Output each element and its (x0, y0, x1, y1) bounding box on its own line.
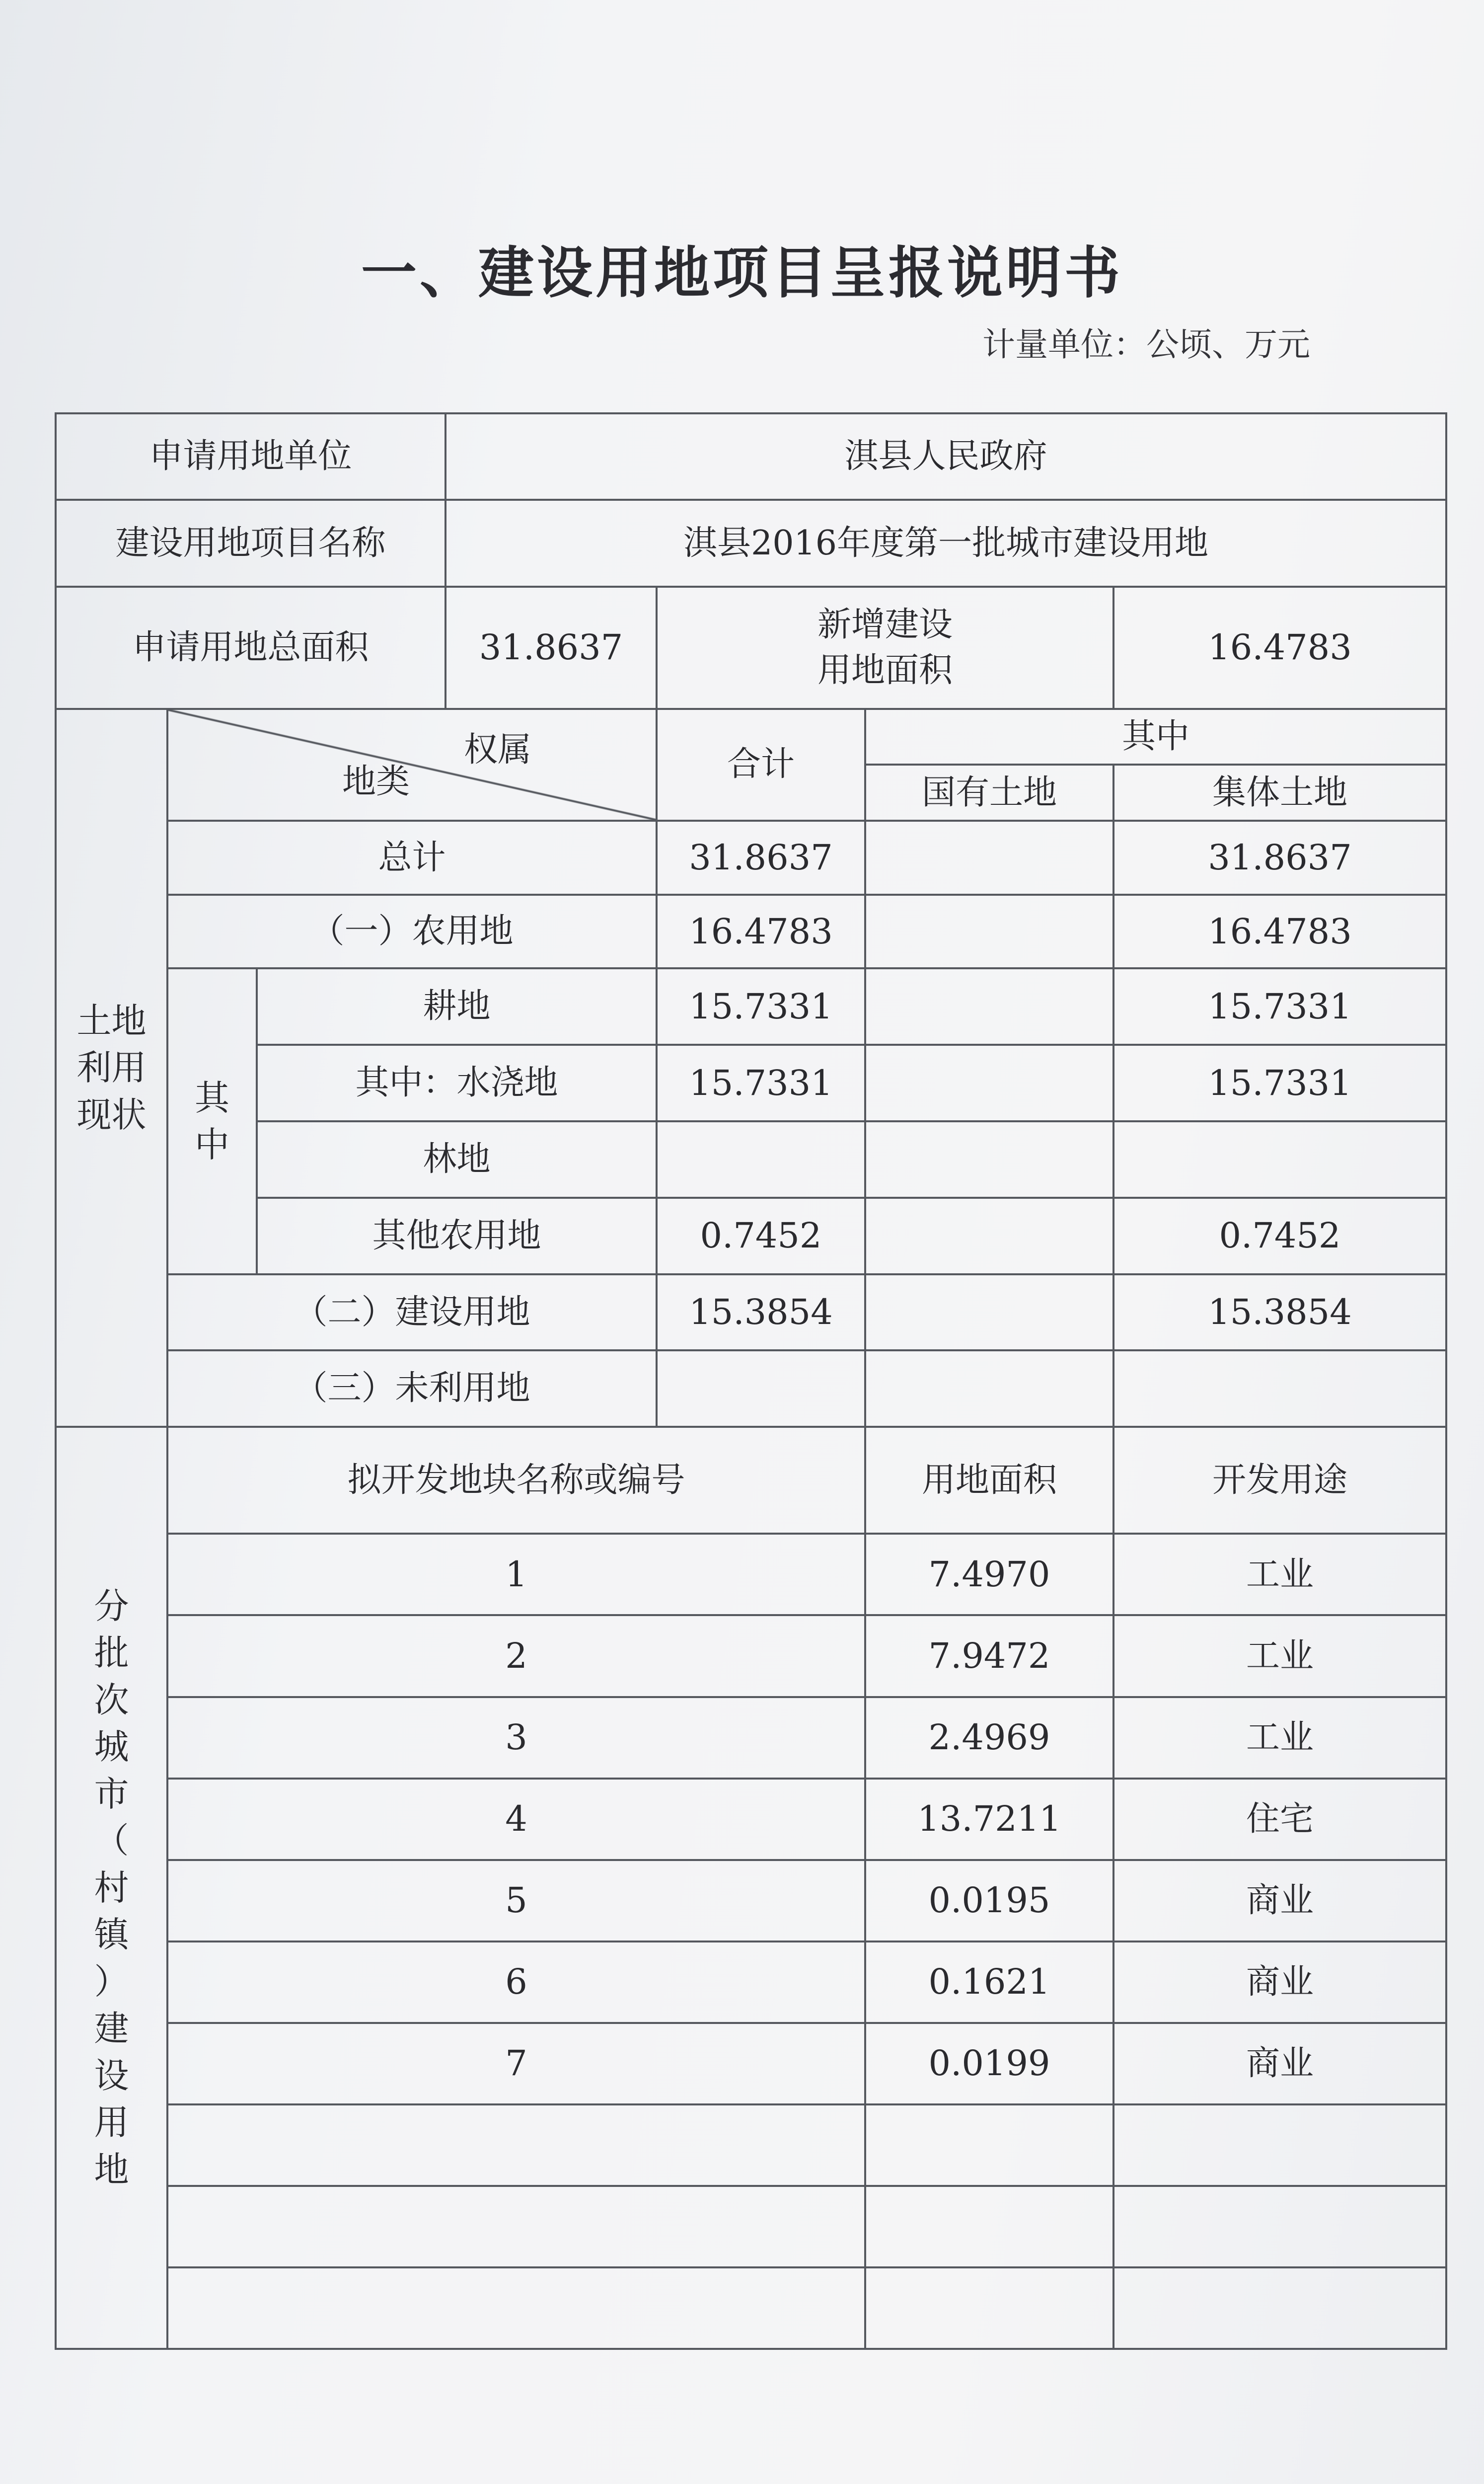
plot-use-header: 开发用途 (1113, 1427, 1446, 1534)
new-area-label-line-2: 用地面积 (817, 650, 953, 690)
table-row: 其 中 耕地 15.7331 15.7331 (56, 968, 1446, 1045)
applicant-value: 淇县人民政府 (445, 413, 1446, 500)
table-row: 2 7.9472 工业 (56, 1615, 1446, 1697)
plot-area-header: 用地面积 (865, 1427, 1113, 1534)
table-row: 5 0.0195 商业 (56, 1860, 1446, 1941)
table-row: 其他农用地 0.7452 0.7452 (56, 1198, 1446, 1274)
table-row (56, 2104, 1446, 2186)
total-area-label: 申请用地总面积 (56, 587, 445, 709)
sub-group-label: 其 中 (167, 968, 257, 1274)
land-use-section-label: 土地 利用 现状 (56, 709, 167, 1427)
project-name-label: 建设用地项目名称 (56, 500, 445, 586)
land-use-form-table (55, 412, 1447, 2350)
measurement-unit: 计量单位：公顷、万元 (982, 325, 1310, 364)
table-row (56, 2186, 1446, 2267)
table-row: 其中：水浇地 15.7331 15.7331 (56, 1045, 1446, 1121)
table-row: 林地 (56, 1121, 1446, 1198)
new-construction-area-label (657, 587, 1113, 709)
applicant-label: 申请用地单位 (56, 413, 445, 500)
state-land-header: 国有土地 (865, 765, 1113, 821)
table-row (56, 2267, 1446, 2349)
table-row: 6 0.1621 商业 (56, 1941, 1446, 2023)
table-row: （三）未利用地 (56, 1350, 1446, 1427)
category-label: 地类 (342, 762, 410, 802)
table-row: （二）建设用地 15.3854 15.3854 (56, 1274, 1446, 1351)
table-row: 4 13.7211 住宅 (56, 1779, 1446, 1860)
collective-land-header: 集体土地 (1113, 765, 1446, 821)
project-name-value: 淇县2016年度第一批城市建设用地 (445, 500, 1446, 586)
ownership-category-header (167, 709, 657, 821)
plot-name-header: 拟开发地块名称或编号 (167, 1427, 865, 1534)
new-construction-area-value: 16.4783 (1113, 587, 1446, 709)
table-row: 1 7.4970 工业 (56, 1534, 1446, 1615)
batch-section-label: 分 批 次 城 市 （ 村 镇 ） 建 设 用 地 (56, 1427, 167, 2349)
total-area-value: 31.8637 (445, 587, 657, 709)
table-row: （一）农用地 16.4783 16.4783 (56, 895, 1446, 969)
table-row: 总计 31.8637 31.8637 (56, 821, 1446, 895)
table-row: 3 2.4969 工业 (56, 1697, 1446, 1779)
table-row: 7 0.0199 商业 (56, 2023, 1446, 2104)
document-title: 一、建设用地项目呈报说明书 (361, 241, 1123, 306)
ownership-label: 权属 (463, 730, 531, 770)
among-header: 其中 (865, 709, 1446, 765)
new-area-label-line-1: 新增建设 (817, 605, 953, 644)
total-column-header: 合计 (657, 709, 865, 821)
